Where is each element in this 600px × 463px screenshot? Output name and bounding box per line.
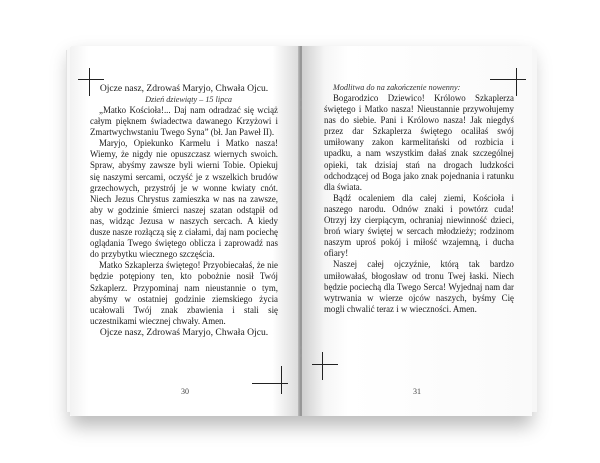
corner-mark-top-left-h <box>78 79 104 80</box>
paragraph-quote: „Matko Kościoła!... Daj nam odradzać się wciąż całym pięknem świadectwa dawanego Krzyżowi i Zmartwychwstaniu Twego Syna” (bł. Jan Paweł II). <box>90 105 278 138</box>
closing-paragraph-2: Bądź ocaleniem dla całej ziemi, Kościoła i naszego narodu. Odnów znaki i powtórz cuda! Otrzyj łzy cierpiącym, ochraniaj niewinność dzieci, broń wiary świętej w sercach młodzieży; rodzinom naszym uproś pokój i miłość wzajemną, i ducha ofiary! <box>324 192 514 259</box>
first-prayer-line: Ojcze nasz, Zdrowaś Maryjo, Chwała Ojcu. <box>99 83 269 94</box>
right-page <box>302 46 532 416</box>
right-page-text <box>324 83 514 315</box>
left-page-text <box>90 83 278 339</box>
left-page <box>70 46 300 416</box>
corner-mark-top-right-v <box>516 68 517 96</box>
corner-mark-bottom-left-h <box>312 364 338 365</box>
corner-mark-top-right-h <box>490 79 526 80</box>
paragraph-prayer-1: Maryjo, Opiekunko Karmelu i Matko nasza! Wiemy, że nigdy nie opuszczasz wiernych swoich. Spraw, abyśmy zawsze byli wierni Tobie. Opiekuj się naszymi sercami, oczyść je z wszelkich brudów grzechowych, przystrój je w wonne kwiaty cnót. Niech Jezus Chrystus zamieszka w nas na zawsze, aby w godzinie śmierci naszej szatan odstąpił od nas, widząc Jezusa w naszych sercach. A kiedy dusze nasze rozłączą się z ciałami, daj nam pociechę oglądania Twego świętego oblicza i zaprowadź nas do przybytku wiecznego szczęścia. <box>90 138 278 260</box>
page-number-right: 31 <box>413 387 421 396</box>
page-number-left: 30 <box>181 387 189 396</box>
closing-paragraph-3: Naszej całej ojczyźnie, którą tak bardzo umiłowałaś, błogosław od tronu Twej łaski. Niech będzie pociechą dla Twego Serca! Wyjednaj nam dar wytrwania w wierze ojców naszych, byśmy Cię mogli chwalić teraz i w wieczności. Amen. <box>324 259 514 314</box>
open-booklet <box>70 46 532 416</box>
corner-mark-bottom-right-h <box>252 383 288 384</box>
last-prayer-line: Ojcze nasz, Zdrowaś Maryjo, Chwała Ojcu. <box>99 326 269 338</box>
closing-paragraph-1: Bogarodzico Dziewico! Królowo Szkaplerza świętego i Matko nasza! Nieustannie przywołujemy nas do siebie. Pani i Królowo nasza! Jak niegdyś przez dar Szkaplerza świętego ocaliłaś swój umiłowany zakon karmelitański od rozbicia i upadku, a nam wszystkim dałaś znak szczególnej opieki, tak dzisiaj stań na drogach ludzkości odchodzącej od Boga jako znak pojednania i ratunku dla świata. <box>324 93 514 192</box>
day-heading: Dzień dziewiąty – 15 lipca <box>145 95 232 104</box>
paragraph-prayer-2: Matko Szkaplerza świętego! Przyobiecałaś, że nie będzie potępiony ten, kto pobożnie nosił Twój Szkaplerz. Przypominaj nam nieustannie o tym, abyśmy w ostatniej godzinie ziemskiego życia ucałowali Twój znak zbawienia i stali się uczestnikami wiecznej chwały. Amen. <box>90 260 278 326</box>
corner-mark-bottom-left-v <box>322 352 323 380</box>
closing-prayer-heading: Modlitwa do na zakończenie nowenny: <box>333 83 461 92</box>
